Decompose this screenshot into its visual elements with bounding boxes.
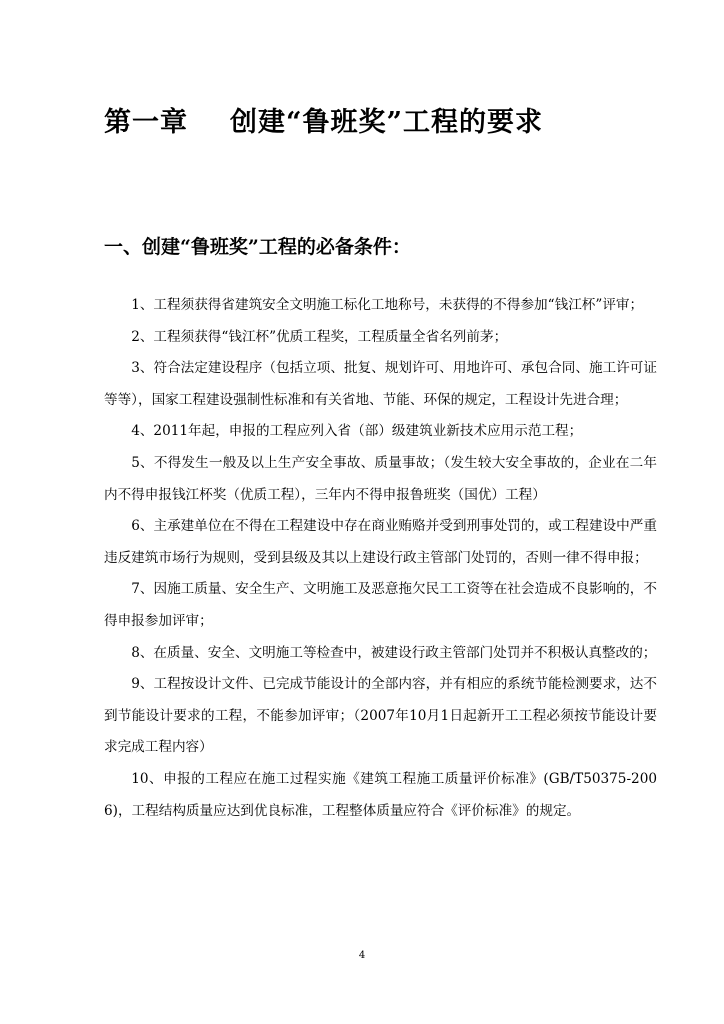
chapter-title (104, 100, 543, 139)
chapter-title-text: 创建“鲁班奖”工程的要求 (230, 107, 544, 138)
paragraph-7: 7、因施工质量、安全生产、文明施工及恶意拖欠民工工资等在社会造成不良影响的，不得申报参加评审； (104, 581, 657, 629)
paragraph-8: 8、在质量、安全、文明施工等检查中，被建设行政主管部门处罚并不积极认真整改的； (131, 644, 657, 661)
paragraph-4: 4、2011年起，申报的工程应列入省（部）级建筑业新技术应用示范工程； (131, 423, 583, 440)
paragraph-2: 2、工程须获得“钱江杯”优质工程奖，工程质量全省名列前茅； (131, 328, 508, 345)
page-number: 4 (358, 950, 366, 961)
paragraph-10: 10、申报的工程应在施工过程实施《建筑工程施工质量评价标准》(GB/T50375-2006)，工程结构质量应达到优良标准，工程整体质量应符合《评价标准》的规定。 (104, 770, 657, 819)
body-text (104, 290, 657, 827)
paragraph-6: 6、主承建单位在不得在工程建设中存在商业贿赂并受到刑事处罚的，或工程建设中严重违反建筑市场行为规则，受到县级及其以上建设行政主管部门处罚的，否则一律不得申报； (104, 518, 657, 566)
paragraph-5: 5、不得发生一般及以上生产安全事故、质量事故；（发生较大安全事故的，企业在二年内不得申报钱江杯奖（优质工程），三年内不得申报鲁班奖（国优）工程） (104, 454, 657, 503)
chapter-label: 第一章 (104, 107, 188, 138)
paragraph-1: 1、工程须获得省建筑安全文明施工标化工地称号，未获得的不得参加“钱江杯”评审； (131, 297, 644, 313)
paragraph-3: 3、符合法定建设程序（包括立项、批复、规划许可、用地许可、承包合同、施工许可证等等），国家工程建设强制性标准和有关省地、节能、环保的规定，工程设计先进合理； (104, 360, 657, 408)
paragraph-9: 9、工程按设计文件、已完成节能设计的全部内容，并有相应的系统节能检测要求，达不到节能设计要求的工程，不能参加评审；（2007年10月1日起新开工工程必须按节能设计要求完成工程内容） (104, 676, 657, 756)
section-heading: 一、创建“鲁班奖”工程的必备条件： (104, 236, 411, 258)
